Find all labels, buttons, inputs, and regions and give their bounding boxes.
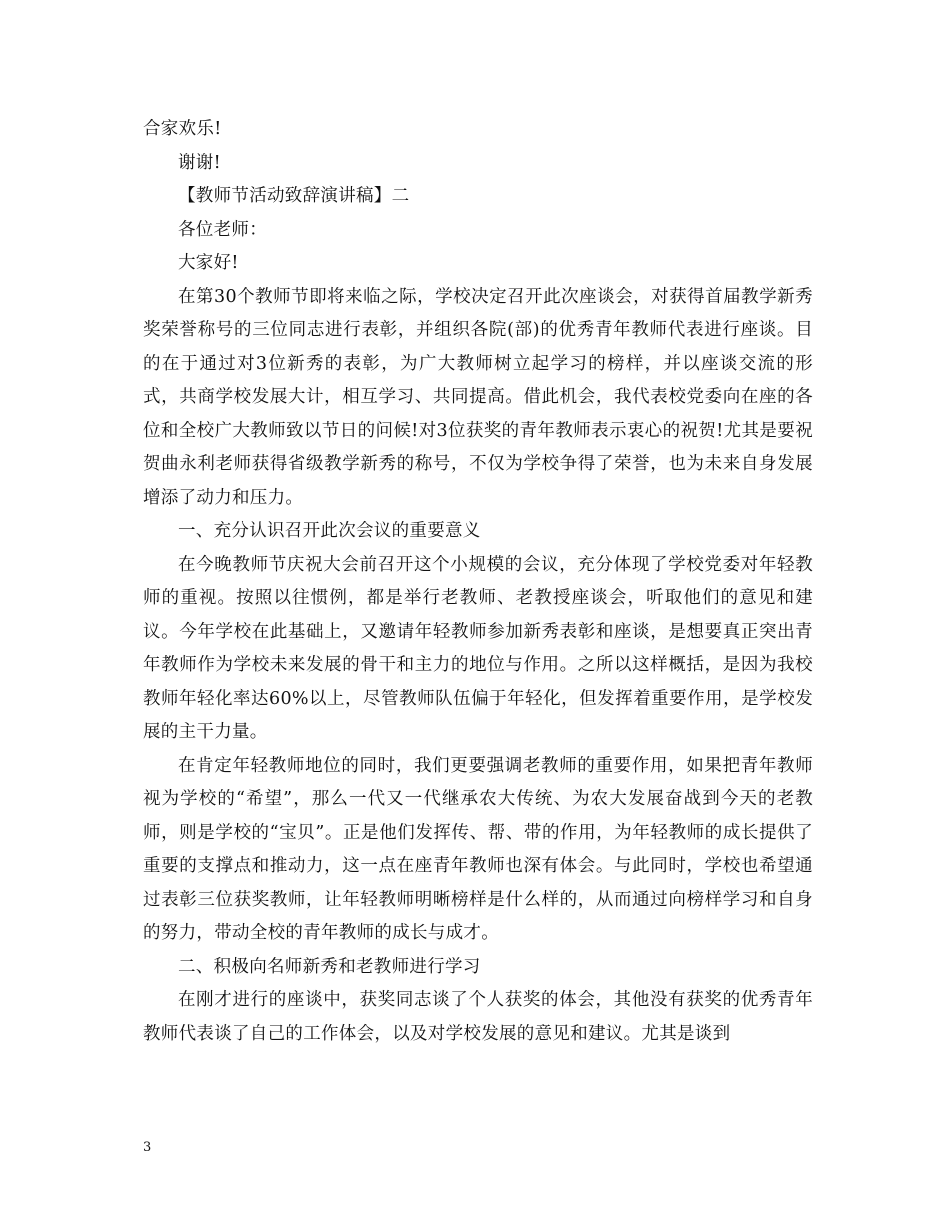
greeting: 大家好! bbox=[178, 253, 239, 273]
closing-line: 合家欢乐! bbox=[143, 119, 222, 139]
section-heading-1: 一、充分认识召开此次会议的重要意义 bbox=[178, 521, 481, 541]
section-heading-2: 二、积极向名师新秀和老教师进行学习 bbox=[178, 956, 481, 977]
body-text bbox=[143, 113, 813, 1051]
paragraph-intro: 在第30个教师节即将来临之际，学校决定召开此次座谈会，对获得首届教学新秀奖荣誉称号的三位同志进行表彰，并组织各院(部)的优秀青年教师代表进行座谈。目的在于通过对3位新秀的表彰，为广大教师树立起学习的榜样，并以座谈交流的形式，共商学校发展大计，相互学习、共同提高。借此机会，我代表校党委向在座的各位和全校广大教师致以节日的问候!对3位获奖的青年教师表示衷心的祝贺!尤其是要祝贺曲永利老师获得省级教学新秀的称号，不仅为学校争得了荣誉，也为未来自身发展增添了动力和压力。 bbox=[143, 286, 813, 508]
paragraph-discussion: 在刚才进行的座谈中，获奖同志谈了个人获奖的体会，其他没有获奖的优秀青年教师代表谈了自己的工作体会，以及对学校发展的意见和建议。尤其是谈到 bbox=[143, 990, 813, 1044]
speech-title: 【教师节活动致辞演讲稿】二 bbox=[178, 186, 410, 206]
thanks-line: 谢谢! bbox=[178, 152, 221, 173]
paragraph-significance: 在今晚教师节庆祝大会前召开这个小规模的会议，充分体现了学校党委对年轻教师的重视。按照以往惯例，都是举行老教师、老教授座谈会，听取他们的意见和建议。今年学校在此基础上，又邀请年轻教师参加新秀表彰和座谈，是想要真正突出青年教师作为学校未来发展的骨干和主力的地位与作用。之所以这样概括，是因为我校教师年轻化率达60%以上，尽管教师队伍偏于年轻化，但发挥着重要作用，是学校发展的主干力量。 bbox=[143, 554, 813, 742]
page-number: 3 bbox=[143, 1140, 152, 1155]
salutation: 各位老师： bbox=[178, 219, 267, 240]
paragraph-old-teachers: 在肯定年轻教师地位的同时，我们更要强调老教师的重要作用，如果把青年教师视为学校的“希望”，那么一代又一代继承农大传统、为农大发展奋战到今天的老教师，则是学校的“宝贝”。正是他们发挥传、帮、带的作用，为年轻教师的成长提供了重要的支撑点和推动力，这一点在座青年教师也深有体会。与此同时，学校也希望通过表彰三位获奖教师，让年轻教师明晰榜样是什么样的，从而通过向榜样学习和自身的努力，带动全校的青年教师的成长与成才。 bbox=[143, 755, 813, 943]
